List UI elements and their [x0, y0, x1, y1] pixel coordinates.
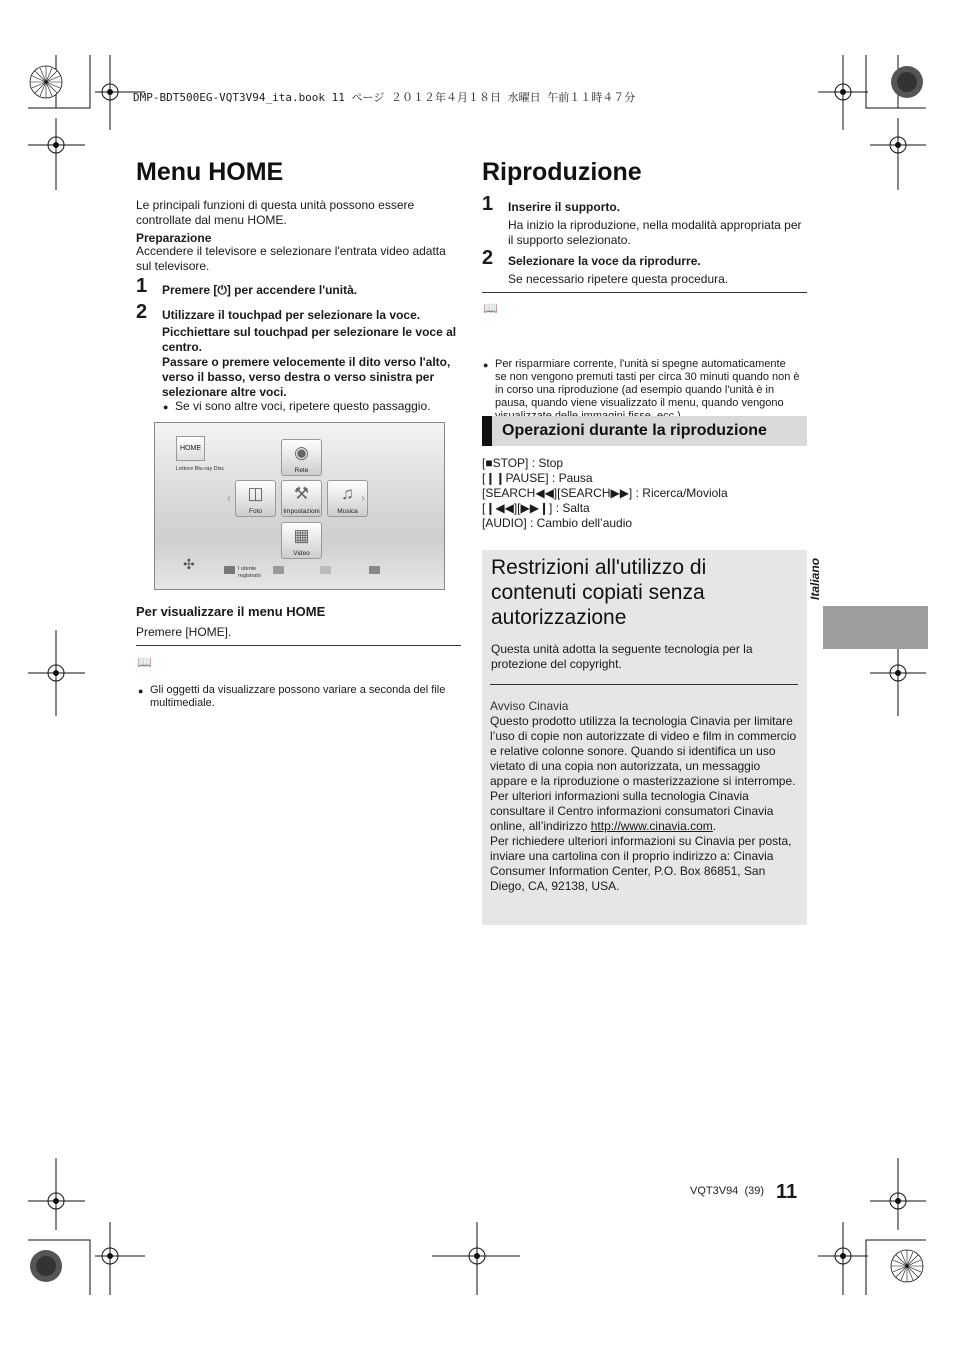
- yellow-button-icon: [320, 566, 331, 574]
- restrictions-title: Restrizioni all'utilizzo di contenuti copiati senza autorizzazione: [491, 556, 707, 629]
- music-icon: ♫: [341, 484, 354, 503]
- operations-section-header: [482, 416, 807, 446]
- step-1-text: Premere [⏻] per accendere l'unità.: [162, 283, 358, 297]
- tools-icon: ⚒: [293, 484, 310, 503]
- operation-item: [■STOP] : Stop: [482, 456, 564, 470]
- preparation-text: Accendere il televisore e selezionare l'entrata video adatta sul televisore.: [136, 244, 446, 273]
- cinavia-notice: [490, 699, 800, 894]
- cinavia-mail-paragraph: Per richiedere ulteriori informazioni su Cinavia per posta, inviare una cartolina con il proprio indirizzo a: Cinavia Consumer Information Center, P.O. Box 86851, San Diego, CA, 92138, USA.: [490, 834, 792, 893]
- step-2-line-2: Picchiettare sul touchpad per selezionare le voce al centro.: [162, 325, 457, 354]
- blue-button-icon: [369, 566, 380, 574]
- operation-item: [SEARCH◀◀][SEARCH▶▶] : Ricerca/Moviola: [482, 486, 728, 500]
- restrictions-intro: Questa unità adotta la seguente tecnologia per la protezione del copyright.: [491, 642, 753, 671]
- user-label: I utente registrato: [238, 566, 261, 579]
- section-marker: [482, 416, 492, 446]
- book-icon: 📖: [137, 655, 152, 669]
- display-home-text: Premere [HOME].: [136, 625, 232, 639]
- restrictions-box: [482, 550, 807, 925]
- cinavia-link[interactable]: http://www.cinavia.com: [590, 819, 713, 833]
- red-button-icon: [224, 566, 235, 574]
- cinavia-info-paragraph: Per ulteriori informazioni sulla tecnologia Cinavia consultare il Centro informazioni consumatori Cinavia online, all’indirizzo http://www.cinavia.com.: [490, 789, 774, 833]
- tile-musica: ♫ Musica: [327, 480, 368, 517]
- operation-item: [❙❙PAUSE] : Pausa: [482, 471, 593, 485]
- operation-item: [❙◀◀][▶▶❙] : Salta: [482, 501, 590, 515]
- tile-video: ▦ Video: [281, 522, 322, 559]
- playback-step-2-title: Selezionare la voce da riprodurre.: [508, 254, 701, 268]
- playback-step-1-number: 1: [482, 193, 494, 215]
- side-language-label: Italiano: [808, 557, 822, 600]
- arrow-right-icon: ›: [361, 491, 365, 505]
- step-2-line-1: Utilizzare il touchpad per selezionare la voce.: [162, 308, 421, 322]
- side-language-tab: [823, 606, 928, 649]
- tile-foto: ◫ Foto: [235, 480, 276, 517]
- menu-home-title: Menu HOME: [136, 158, 284, 186]
- operations-list: [482, 456, 728, 531]
- step-2-line-3: Passare o premere velocemente il dito verso l'alto, verso il basso, verso destra o verso sinistra per selezionare altre voci.: [162, 355, 451, 399]
- film-icon: ▦: [293, 526, 310, 545]
- home-menu-screenshot: [154, 422, 445, 590]
- playback-step-2-number: 2: [482, 247, 494, 269]
- step-2-number: 2: [136, 301, 148, 323]
- cinavia-heading: Avviso Cinavia: [490, 699, 569, 713]
- playback-title: Riproduzione: [482, 158, 642, 186]
- divider: [136, 645, 461, 646]
- footer-code: VQT3V94 (39): [690, 1185, 764, 1197]
- arrow-left-icon: ‹: [227, 491, 231, 505]
- divider: [490, 684, 798, 685]
- step-2-bullet: ● Se vi sono altre voci, ripetere questo passaggio.: [175, 399, 465, 414]
- touchpad-icon: ✣: [183, 556, 195, 572]
- page-number: 11: [776, 1181, 798, 1203]
- green-button-icon: [273, 566, 284, 574]
- note-bullet: ● Gli oggetti da visualizzare possono variare a seconda del file multimediale.: [150, 684, 460, 710]
- playback-step-2-text: Se necessario ripetere questa procedura.: [508, 272, 729, 286]
- book-icon: 📖: [483, 301, 498, 315]
- step-1-number: 1: [136, 275, 148, 297]
- home-label: HOME: [176, 436, 205, 461]
- operations-title: Operazioni durante la riproduzione: [502, 422, 767, 439]
- preparation-label: Preparazione: [136, 231, 212, 245]
- tile-impostazioni: ⚒ Impostazioni: [281, 480, 322, 517]
- file-header-line: DMP-BDT500EG-VQT3V94_ita.book 11 ページ ２０１２年４月１８日 水曜日 午前１１時４７分: [133, 91, 636, 104]
- tile-rete: ◉ Rete: [281, 439, 322, 476]
- playback-step-1-text: Ha inizio la riproduzione, nella modalità appropriata per il supporto selezionato.: [508, 218, 802, 247]
- operation-item: [AUDIO] : Cambio dell’audio: [482, 516, 633, 530]
- cinavia-paragraph: Questo prodotto utilizza la tecnologia Cinavia per limitare l’uso di copie non autorizzate di video e film in commercio e relative colonne sonore. Quando si identifica un uso vietato di una copia non autorizzata, un messaggio appare e la riproduzione o masterizzazione si interrompe.: [490, 714, 797, 788]
- playback-step-1-title: Inserire il supporto.: [508, 200, 621, 214]
- menu-home-intro: Le principali funzioni di questa unità possono essere controllate dal menu HOME.: [136, 198, 415, 227]
- device-label: Lettore Blu-ray Disc: [176, 466, 225, 472]
- divider: [482, 292, 807, 293]
- playback-note-bullet: ● Per risparmiare corrente, l'unità si spegne automaticamente se non vengono premuti tasti per circa 30 minuti quando non è in corso una riproduzione (ad esempio quando l'unità è in pausa, quando viene visualizzato il menu, quando vengono: [495, 358, 800, 423]
- globe-icon: ◉: [294, 443, 309, 462]
- photo-icon: ◫: [247, 484, 264, 503]
- display-home-title: Per visualizzare il menu HOME: [136, 604, 326, 619]
